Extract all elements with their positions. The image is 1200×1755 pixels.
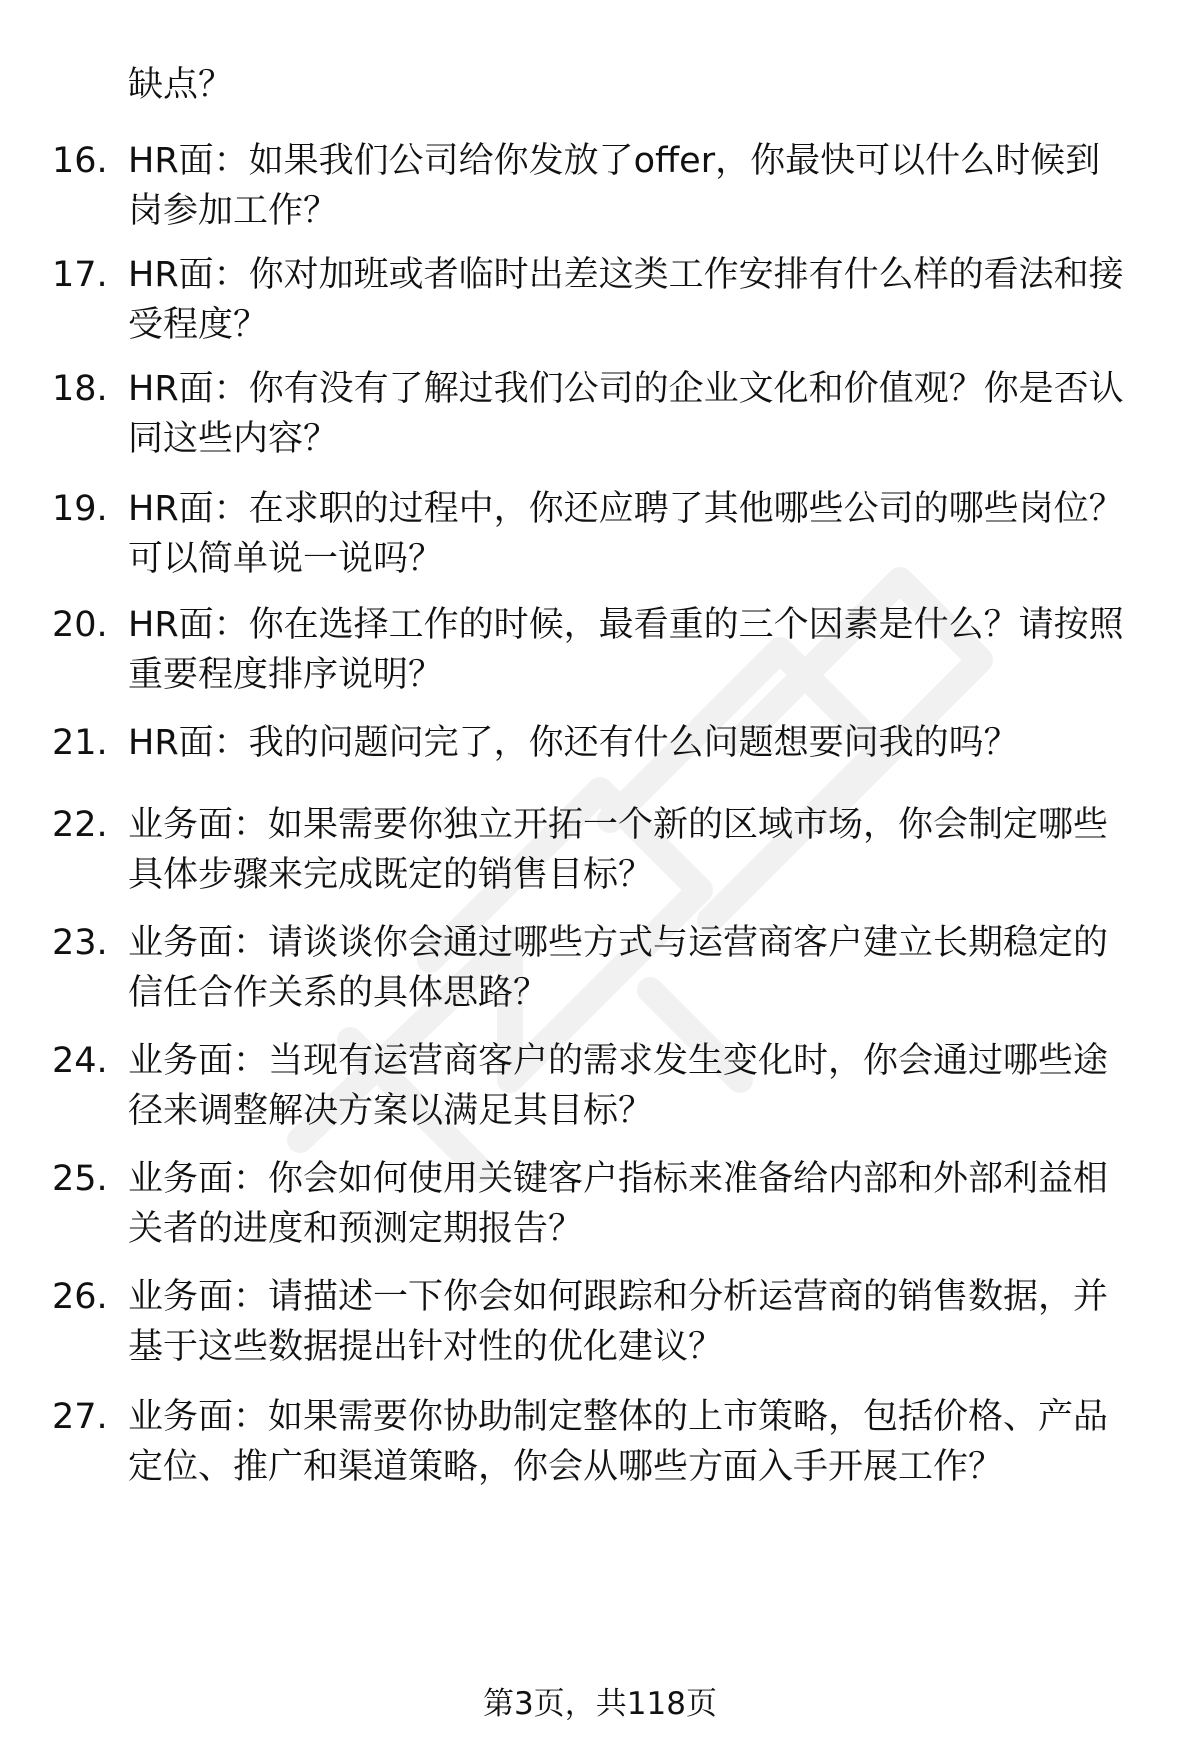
question-text: [128, 364, 1160, 464]
question-line: 业务面：当现有运营商客户的需求发生变化时，你会通过哪些途: [128, 1041, 1109, 1081]
question-text: [128, 918, 1160, 1018]
question-line: 定位、推广和渠道策略，你会从哪些方面入手开展工作？: [128, 1447, 1004, 1487]
question-line: 业务面：如果需要你独立开拓一个新的区域市场，你会制定哪些: [128, 805, 1109, 845]
question-line: 同这些内容？: [128, 419, 339, 459]
question-number: 26.: [52, 1277, 108, 1317]
question-number: 21.: [52, 723, 108, 763]
question-line: 业务面：请描述一下你会如何跟踪和分析运营商的销售数据，并: [128, 1277, 1109, 1317]
question-text: [128, 718, 1160, 768]
page-footer: 第3页，共118页: [483, 1686, 717, 1722]
question-text: [128, 800, 1160, 900]
question-line: 具体步骤来完成既定的销售目标？: [128, 855, 654, 895]
question-line: HR面：如果我们公司给你发放了offer，你最快可以什么时候到: [128, 141, 1101, 181]
question-number: 20.: [52, 605, 108, 645]
question-line: 重要程度排序说明？: [128, 655, 444, 695]
question-text: [128, 484, 1160, 584]
question-line: HR面：你对加班或者临时出差这类工作安排有什么样的看法和接: [128, 255, 1124, 295]
question-text: [128, 1272, 1160, 1372]
question-text: [128, 1036, 1160, 1136]
continuation-text: 缺点？: [128, 65, 234, 105]
question-text: [128, 250, 1160, 350]
question-line: 可以简单说一说吗？: [128, 539, 444, 579]
question-line: 关者的进度和预测定期报告？: [128, 1209, 584, 1249]
question-number: 25.: [52, 1159, 108, 1199]
question-number: 19.: [52, 489, 108, 529]
question-line: 业务面：如果需要你协助制定整体的上市策略，包括价格、产品: [128, 1397, 1109, 1437]
question-number: 27.: [52, 1397, 108, 1437]
question-number: 22.: [52, 805, 108, 845]
question-line: 岗参加工作？: [128, 191, 339, 231]
question-text: [128, 1392, 1160, 1492]
question-line: 信任合作关系的具体思路？: [128, 973, 549, 1013]
question-text: [128, 1154, 1160, 1254]
question-line: 径来调整解决方案以满足其目标？: [128, 1091, 654, 1131]
question-number: 23.: [52, 923, 108, 963]
question-number: 24.: [52, 1041, 108, 1081]
question-line: HR面：你有没有了解过我们公司的企业文化和价值观？你是否认: [128, 369, 1124, 409]
question-line: 业务面：你会如何使用关键客户指标来准备给内部和外部利益相: [128, 1159, 1109, 1199]
question-number: 16.: [52, 141, 108, 181]
question-text: [128, 600, 1160, 700]
question-text: [128, 136, 1160, 236]
question-number: 17.: [52, 255, 108, 295]
question-line: 基于这些数据提出针对性的优化建议？: [128, 1327, 724, 1367]
question-line: HR面：我的问题问完了，你还有什么问题想要问我的吗？: [128, 723, 1019, 763]
question-line: HR面：你在选择工作的时候，最看重的三个因素是什么？请按照: [128, 605, 1124, 645]
question-line: 受程度？: [128, 305, 269, 345]
question-number: 18.: [52, 369, 108, 409]
question-line: HR面：在求职的过程中，你还应聘了其他哪些公司的哪些岗位？: [128, 489, 1124, 529]
question-line: 业务面：请谈谈你会通过哪些方式与运营商客户建立长期稳定的: [128, 923, 1109, 963]
